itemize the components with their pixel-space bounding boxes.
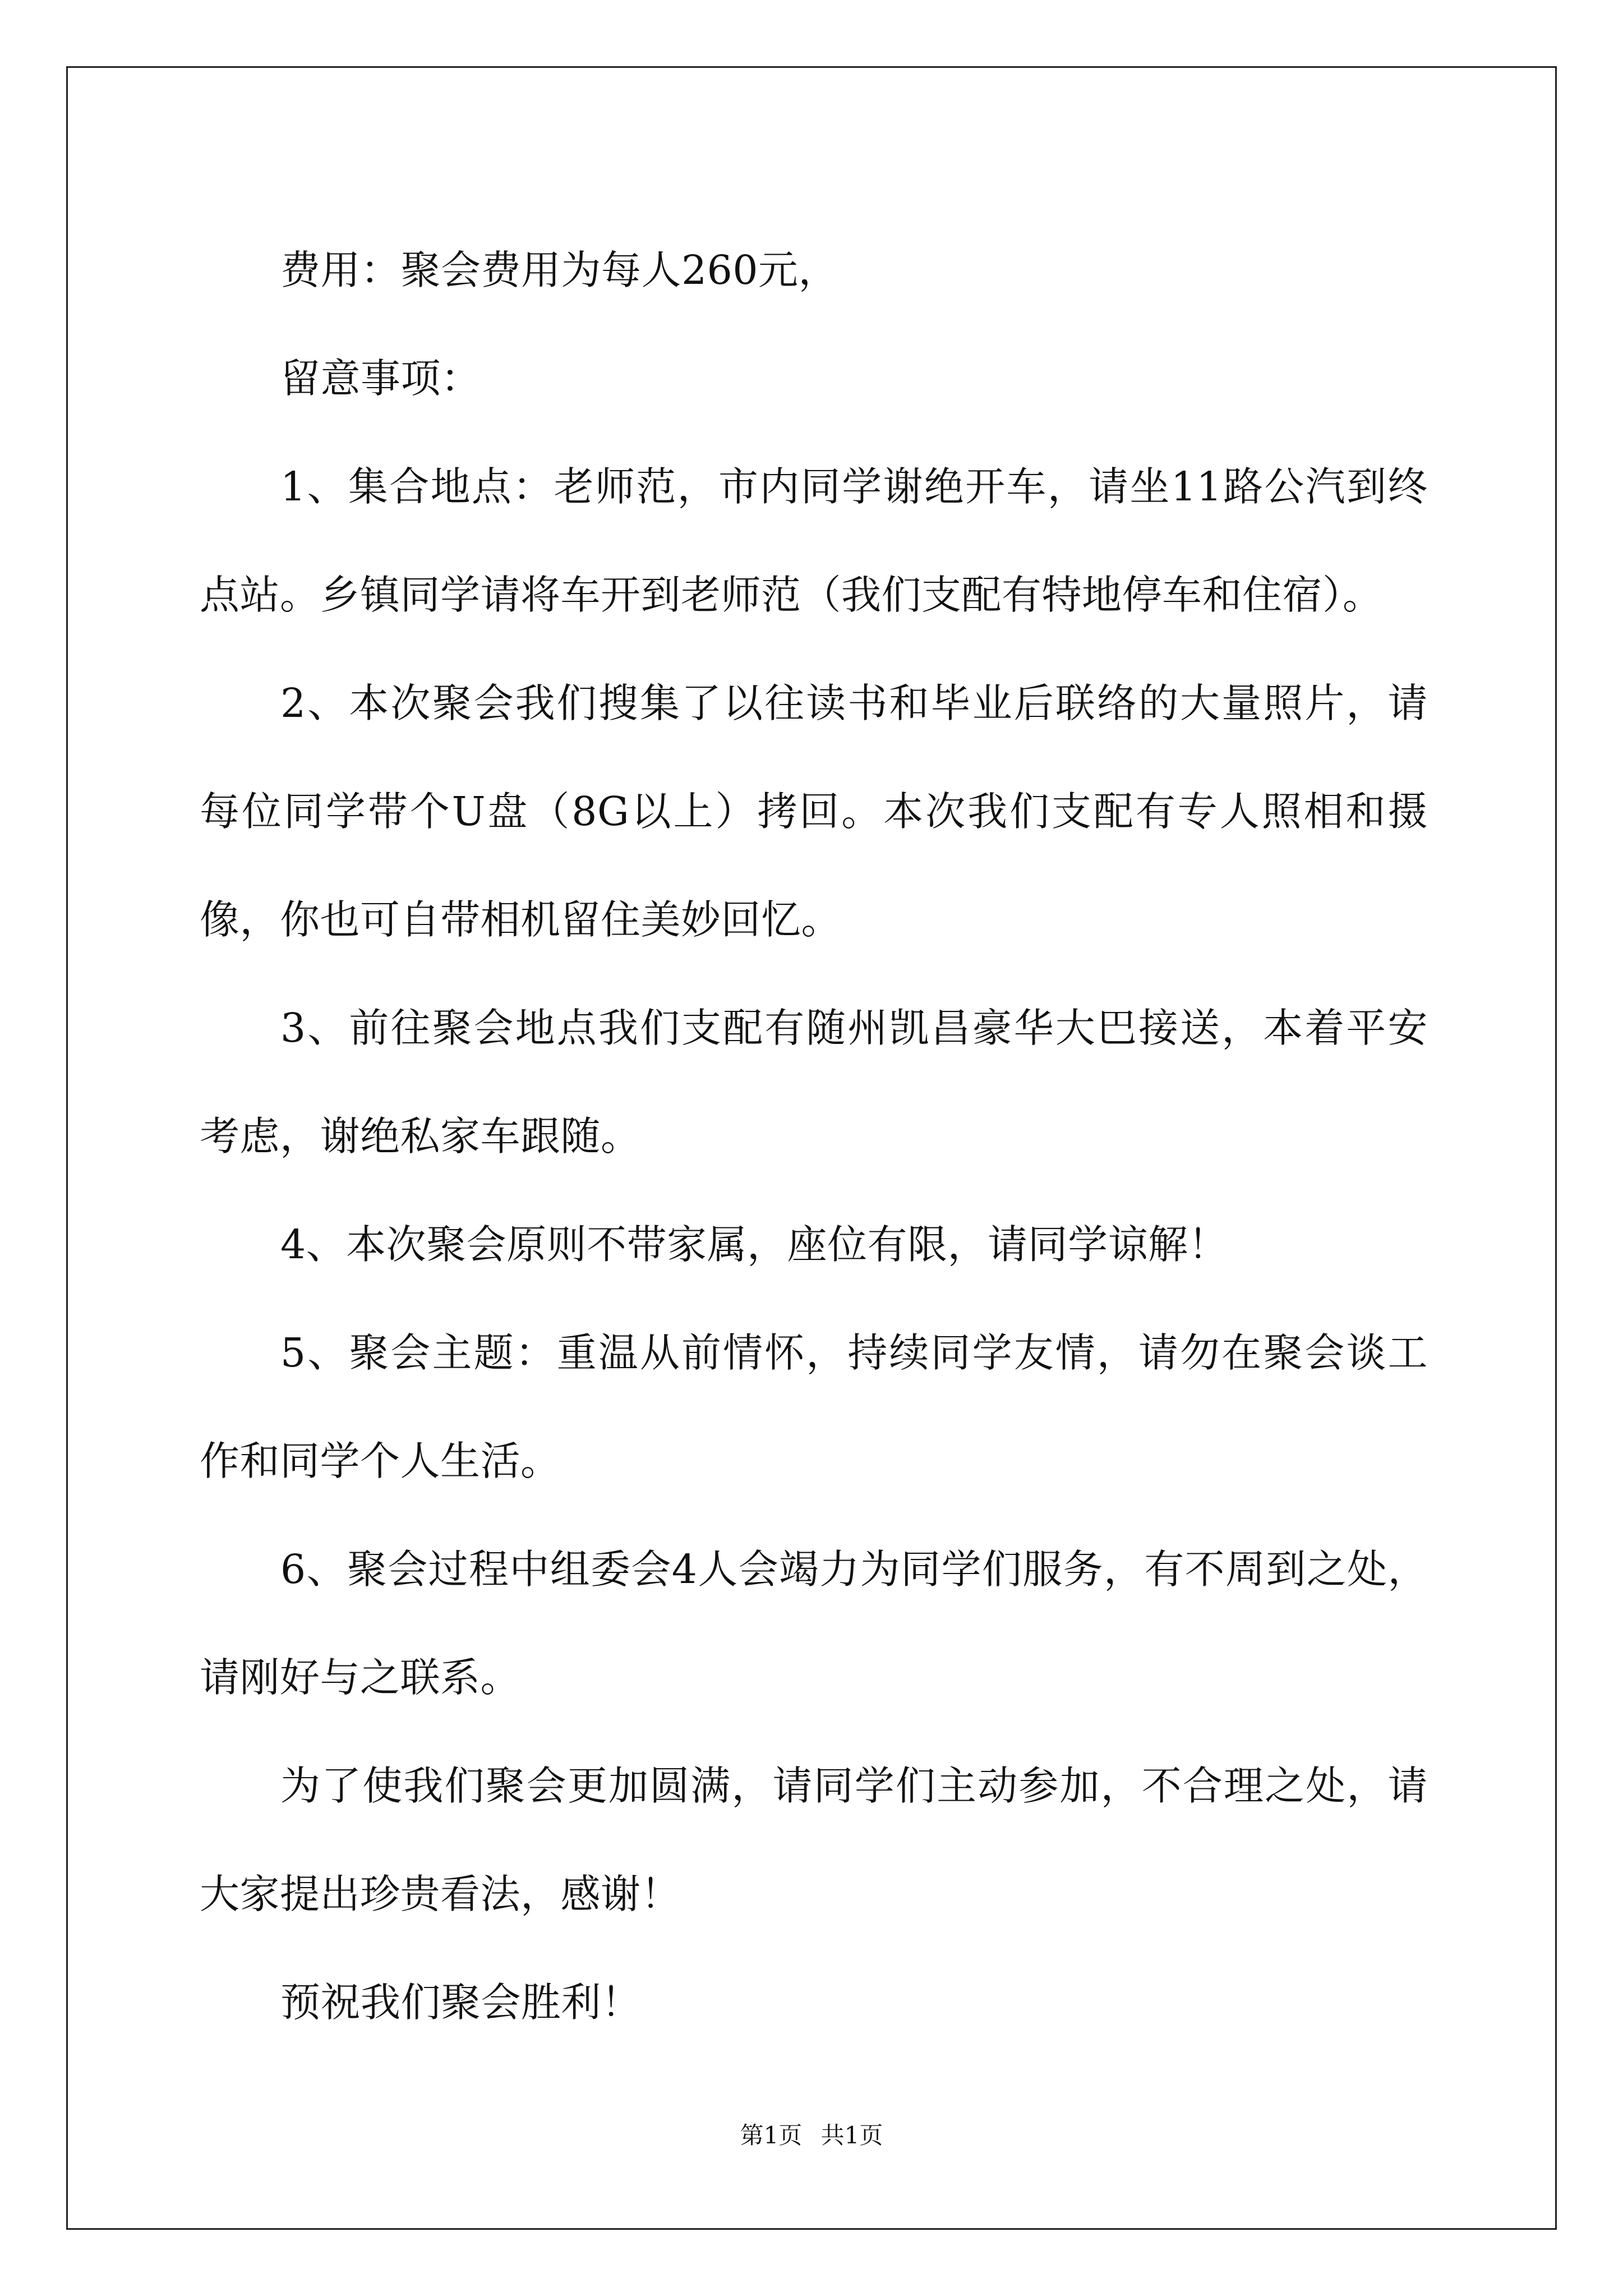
paragraph-item-3: 3、前往聚会地点我们支配有随州凯昌豪华大巴接送，本着平安考虑，谢绝私家车跟随。 xyxy=(200,1005,1428,1159)
paragraph-wish: 预祝我们聚会胜利！ xyxy=(280,1979,642,2026)
document-body xyxy=(200,216,1428,2056)
paragraph-closing: 为了使我们聚会更加圆满，请同学们主动参加，不合理之处，请大家提出珍贵看法，感谢！ xyxy=(200,1763,1428,1917)
paragraph-item-6: 6、聚会过程中组委会4人会竭力为同学们服务，有不周到之处，请刚好与之联系。 xyxy=(200,1546,1428,1701)
page-number: 第1页 xyxy=(740,2122,803,2149)
paragraph-item-1: 1、集合地点：老师范，市内同学谢绝开车，请坐11路公汽到终点站。乡镇同学请将车开到老师范（我们支配有特地停车和住宿）。 xyxy=(200,463,1428,618)
paragraph-notes-heading: 留意事项： xyxy=(280,355,481,402)
paragraph-fee: 费用：聚会费用为每人260元， xyxy=(280,247,839,293)
paragraph-item-4: 4、本次聚会原则不带家属，座位有限，请同学谅解！ xyxy=(280,1221,1229,1268)
page-total: 共1页 xyxy=(820,2122,883,2149)
page-footer xyxy=(0,2119,1623,2152)
paragraph-item-5: 5、聚会主题：重温从前情怀，持续同学友情，请勿在聚会谈工作和同学个人生活。 xyxy=(200,1329,1428,1484)
paragraph-item-2: 2、本次聚会我们搜集了以往读书和毕业后联络的大量照片，请每位同学带个U盘（8G以上）拷回。本次我们支配有专人照相和摄像，你也可自带相机留住美妙回忆。 xyxy=(200,680,1428,943)
